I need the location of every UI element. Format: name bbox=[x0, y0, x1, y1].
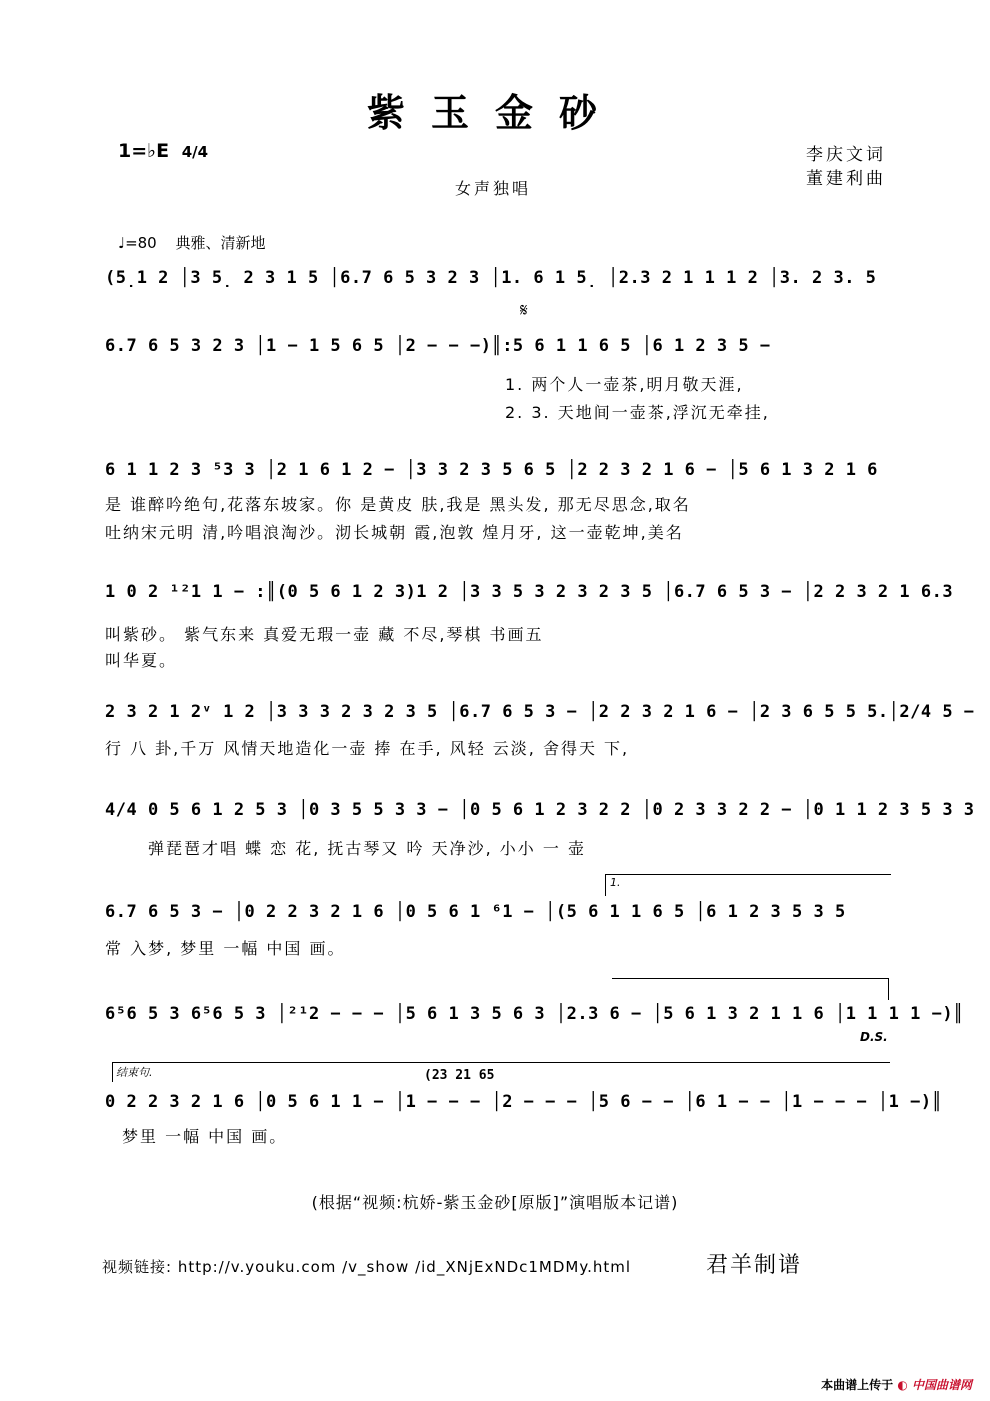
segno-icon: 𝄋 bbox=[520, 300, 528, 321]
lyric-line-3a: 是 谁醉吟绝句,花落东坡家。你 是黄皮 肤,我是 黑头发, 那无尽思念,取名 bbox=[105, 495, 691, 514]
site-logo-icon: ◐ bbox=[897, 1378, 908, 1392]
volta-bracket-2 bbox=[612, 978, 888, 979]
source-note: (根据“视频:杭娇-紫玉金砂[原版]”演唱版本记谱) bbox=[311, 1193, 679, 1212]
volta-bracket-start bbox=[605, 874, 606, 896]
performance-type: 女声独唱 bbox=[455, 179, 532, 198]
ending-bracket-start bbox=[112, 1062, 113, 1082]
lyric-line-9: 梦里 一幅 中国 画。 bbox=[122, 1127, 288, 1146]
score-line-8: 6⁵6 5 3 6⁵6 5 3 │²¹2 − − − │5 6 1 3 5 6 3 │2.3 6 − │5 6 1 3 2 1 1 6 │1 1 1 1 −)║ bbox=[105, 1004, 964, 1024]
key-signature bbox=[118, 140, 208, 162]
tempo-marking bbox=[118, 232, 266, 253]
score-line-6: 4/4 0 5 6 1 2 5 3 │0 3 5 5 3 3 − │0 5 6 1 2 3 2 2 │0 2 3 3 2 2 − │0 1 1 2 3 5 3 3 bbox=[105, 800, 975, 820]
score-line-1: (5̣1 2 │3 5̣ 2 3 1 5 │6.7 6 5 3 2 3 │1. 6 1 5̣ │2.3 2 1 1 1 2 │3. 2 3. 5 bbox=[105, 268, 877, 288]
composer-credit: 董建利曲 bbox=[806, 169, 886, 189]
lyric-line-2a: 1. 两个人一壶茶,明月敬天涯, bbox=[505, 375, 744, 394]
lyric-line-4b: 叫华夏。 bbox=[105, 651, 178, 670]
grace-notes: (23 21 65 bbox=[424, 1068, 495, 1083]
lyric-line-3b: 吐纳宋元明 清,吟唱浪淘沙。沏长城朝 霞,泡敦 煌月牙, 这一壶乾坤,美名 bbox=[105, 523, 684, 542]
time-signature: 4/4 bbox=[181, 143, 209, 161]
score-line-5: 2 3 2 1 2ᵛ 1 2 │3 3 3 2 3 2 3 5 │6.7 6 5 3 − │2 2 3 2 1 6 − │2 3 6 5 5 5.│2/4 5 − bbox=[105, 702, 975, 722]
score-line-4: 1 0 2 ¹²1 1 − :║(0 5 6 1 2 3)1 2 │3 3 5 3 2 3 2 3 5 │6.7 6 5 3 − │2 2 3 2 1 6.3 bbox=[105, 582, 954, 602]
upload-footer bbox=[821, 1376, 972, 1393]
lyric-line-6: 弹琵琶才唱 蝶 恋 花, 抚古琴又 吟 天净沙, 小小 一 壶 bbox=[148, 839, 586, 858]
ds-mark: D.S. bbox=[860, 1030, 888, 1044]
volta-bracket-end bbox=[888, 978, 889, 1000]
volta-first-label: 1. bbox=[610, 876, 621, 889]
lyric-line-5: 行 八 卦,千万 风情天地造化一壶 捧 在手, 风轻 云淡, 舍得天 下, bbox=[105, 739, 630, 758]
tempo-value: ♩=80 bbox=[118, 234, 157, 252]
upload-text: 本曲谱上传于 bbox=[821, 1378, 894, 1392]
ending-label: 结束句. bbox=[116, 1066, 153, 1079]
video-link[interactable]: 视频链接: http://v.youku.com /v_show /id_XNjExNDc1MDMy.html bbox=[102, 1258, 632, 1276]
lyricist-credit: 李庆文词 bbox=[806, 145, 886, 165]
key-label: 1=♭E bbox=[118, 140, 170, 162]
lyric-line-7: 常 入梦, 梦里 一幅 中国 画。 bbox=[105, 939, 346, 958]
expression-text: 典雅、清新地 bbox=[175, 234, 266, 252]
transcriber-signature: 君羊制谱 bbox=[706, 1253, 803, 1278]
lyric-line-2b: 2. 3. 天地间一壶茶,浮沉无牵挂, bbox=[505, 403, 770, 422]
score-line-9: 0 2 2 3 2 1 6 │0 5 6 1 1 − │1 − − − │2 − − − │5 6 − − │6 1 − − │1 − − − │1 −)║ bbox=[105, 1092, 943, 1112]
song-title: 紫玉金砂 bbox=[366, 90, 623, 135]
score-line-3: 6 1 1 2 3 ⁵3 3 │2 1 6 1 2 − │3 3 2 3 5 6 5 │2 2 3 2 1 6 − │5 6 1 3 2 1 6 bbox=[105, 460, 878, 480]
lyric-line-4a: 叫紫砂。 紫气东来 真爱无瑕一壶 藏 不尽,琴棋 书画五 bbox=[105, 625, 544, 644]
site-name[interactable]: 中国曲谱网 bbox=[911, 1378, 972, 1392]
ending-bracket bbox=[112, 1062, 890, 1063]
score-line-7: 6.7 6 5 3 − │0 2 2 3 2 1 6 │0 5 6 1 ⁶1 − │(5 6 1 1 6 5 │6 1 2 3 5 3 5 bbox=[105, 902, 846, 922]
score-line-2: 6.7 6 5 3 2 3 │1 − 1 5 6 5 │2 − − −)║:5 6 1 1 6 5 │6 1 2 3 5 − bbox=[105, 336, 771, 356]
volta-bracket bbox=[605, 874, 891, 875]
